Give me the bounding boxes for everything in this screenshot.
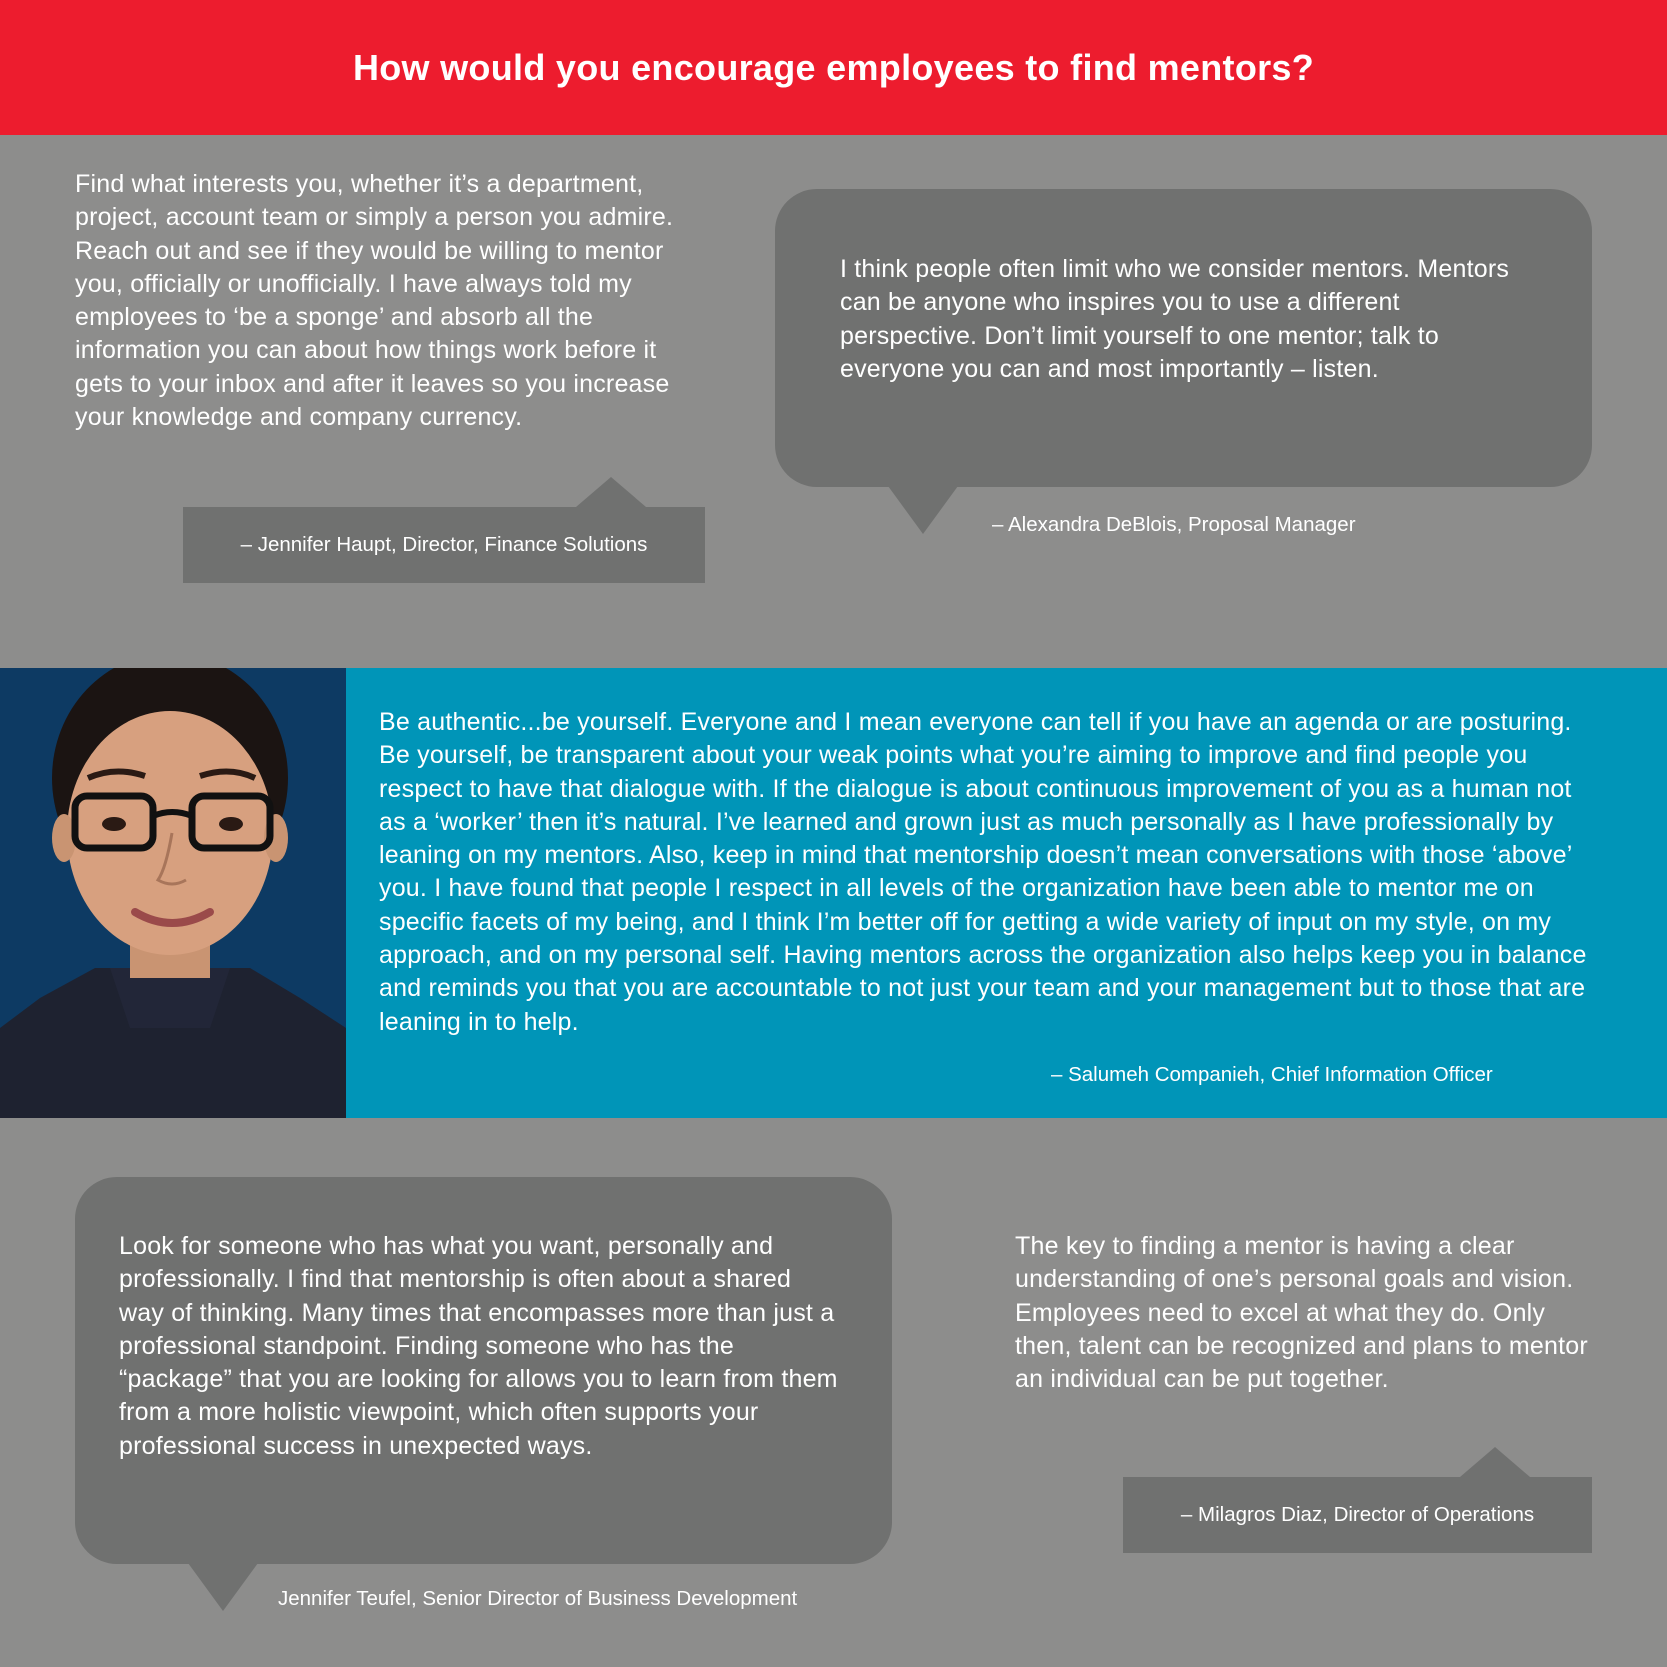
- quote-deblois-attribution: – Alexandra DeBlois, Proposal Manager: [992, 513, 1356, 536]
- diaz-attribution-box: [1123, 1477, 1592, 1553]
- teufel-bubble-tail: [188, 1563, 258, 1611]
- diaz-callout-pointer: [1460, 1447, 1530, 1477]
- quote-teufel-attribution: Jennifer Teufel, Senior Director of Business Development: [278, 1587, 798, 1610]
- quote-diaz-text: The key to finding a mentor is having a clear understanding of one’s personal goals and vision. Employees need to excel at what they do. Only then, talent can be recognized and plans to mentor an individual can be put together.: [1015, 1232, 1588, 1394]
- quote-haupt-text: Find what interests you, whether it’s a department, project, account team or simply a person you admire. Reach out and see if they would be willing to mentor you, officially or unofficially. I have always told my employees to ‘be a sponge’ and absorb all the information you can about how things work before it gets to your inbox and after it leaves so you increase your knowledge and company currency.: [75, 170, 674, 432]
- quote-companieh-text: Be authentic...be yourself. Everyone and I mean everyone can tell if you have an agenda or are posturing. Be yourself, be transparent about your weak points what you’re aiming to improve and find people you respect to have that dialogue with. If the dialogue is about continuous improvement of you as a human not as a ‘worker’ then it’s natural. I’ve learned and grown just as much personally as I have professionally by leaning on my mentors. Also, keep in mind that mentorship doesn’t mean conversations with those ‘above’ you. I have found that people I respect in all levels of the organization have been able to mentor me on specific facets of my being, and I think I’m better off for getting a wide variety of input on my style, on my approach, and on my personal self. Having mentors across the organization also helps keep you in balance and reminds you that you are accountable to not just your team and your management but to those that are leaning in to help.: [379, 708, 1587, 1036]
- quote-teufel-text: Look for someone who has what you want, personally and professionally. I find that mentorship is often about a shared way of thinking. Many times that encompasses more than just a professional standpoint. Finding someone who has the “package” that you are looking for allows you to learn from them from a more holistic viewpoint, which often supports your professional success in unexpected ways.: [119, 1232, 838, 1460]
- deblois-bubble-tail: [888, 486, 958, 534]
- header-banner: [0, 0, 1667, 135]
- portrait-photo: [0, 668, 346, 1118]
- quote-diaz-attribution: – Milagros Diaz, Director of Operations: [1180, 1503, 1535, 1526]
- quote-companieh-attribution: – Salumeh Companieh, Chief Information Officer: [1051, 1063, 1493, 1086]
- quote-deblois-text: I think people often limit who we consider mentors. Mentors can be anyone who inspires you to use a different perspective. Don’t limit yourself to one mentor; talk to everyone you can and most importantly – listen.: [840, 255, 1510, 383]
- quote-haupt-attribution: – Jennifer Haupt, Director, Finance Solutions: [240, 533, 648, 556]
- haupt-callout-pointer: [576, 477, 646, 507]
- haupt-attribution-box: [183, 507, 705, 583]
- page-title: How would you encourage employees to find mentors?: [352, 46, 1315, 88]
- portrait-illustration: [0, 668, 346, 1118]
